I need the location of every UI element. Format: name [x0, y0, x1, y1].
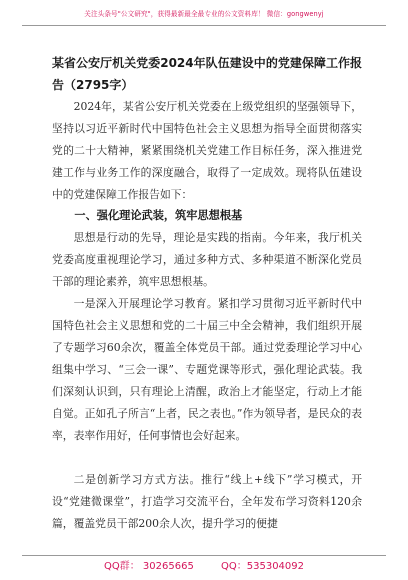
document-title: 某省公安厅机关党委2024年队伍建设中的党建保障工作报告（2795字）: [52, 56, 362, 92]
footer-divider: [22, 555, 386, 556]
footer-qq-number: QQ：535304092: [221, 561, 305, 572]
paragraph-section-1-intro: 思想是行动的先导，理论是实践的指南。今年来，我厅机关党委高度重视理论学习，通过多种方式、多种渠道不断深化党员干部的理论素养，筑牢思想根基。: [52, 231, 362, 288]
footer-qq-group: QQ群： 30265665: [103, 561, 194, 572]
header-banner: 关注头条号"公文研究"，获得最新最全最专业的公文资料库！ 微信：gongwenyj: [84, 10, 324, 18]
paragraph-section-1-point-1: 一是深入开展理论学习教育。紧扣学习贯彻习近平新时代中国特色社会主义思想和党的二十届三中全会精神，我们组织开展了专题学习60余次，覆盖全体党员干部。通过党委理论学习中心组集中学习、“三会一课”、专题党课等形式，强化理论武装。我们深刻认识到，只有理论上清醒，政治上才能坚定，行动上才能自觉。正如孔子所言“上者，民之表也。”作为领导者，是民众的表率，表率作用好，任何事情也会好起来。: [52, 297, 362, 442]
header-divider: [22, 25, 386, 26]
paragraph-section-1-point-2: 二是创新学习方式方法。推行“线上+线下”学习模式，开设“党建微课堂”，打造学习交流平台，全年发布学习资料120余篇，覆盖党员干部200余人次，提升学习的便捷: [52, 473, 362, 530]
paragraph-intro: 2024年，某省公安厅机关党委在上级党组织的坚强领导下，坚持以习近平新时代中国特色社会主义思想为指导全面贯彻落实党的二十大精神，紧紧围绕机关党建工作目标任务，深入推进党建工作与业务工作的深度融合，取得了一定成效。现将队伍建设中的党建保障工作报告如下：: [52, 100, 362, 201]
section-heading-1: 一、强化理论武装，筑牢思想根基: [74, 209, 243, 222]
footer-contact: [0, 557, 408, 572]
